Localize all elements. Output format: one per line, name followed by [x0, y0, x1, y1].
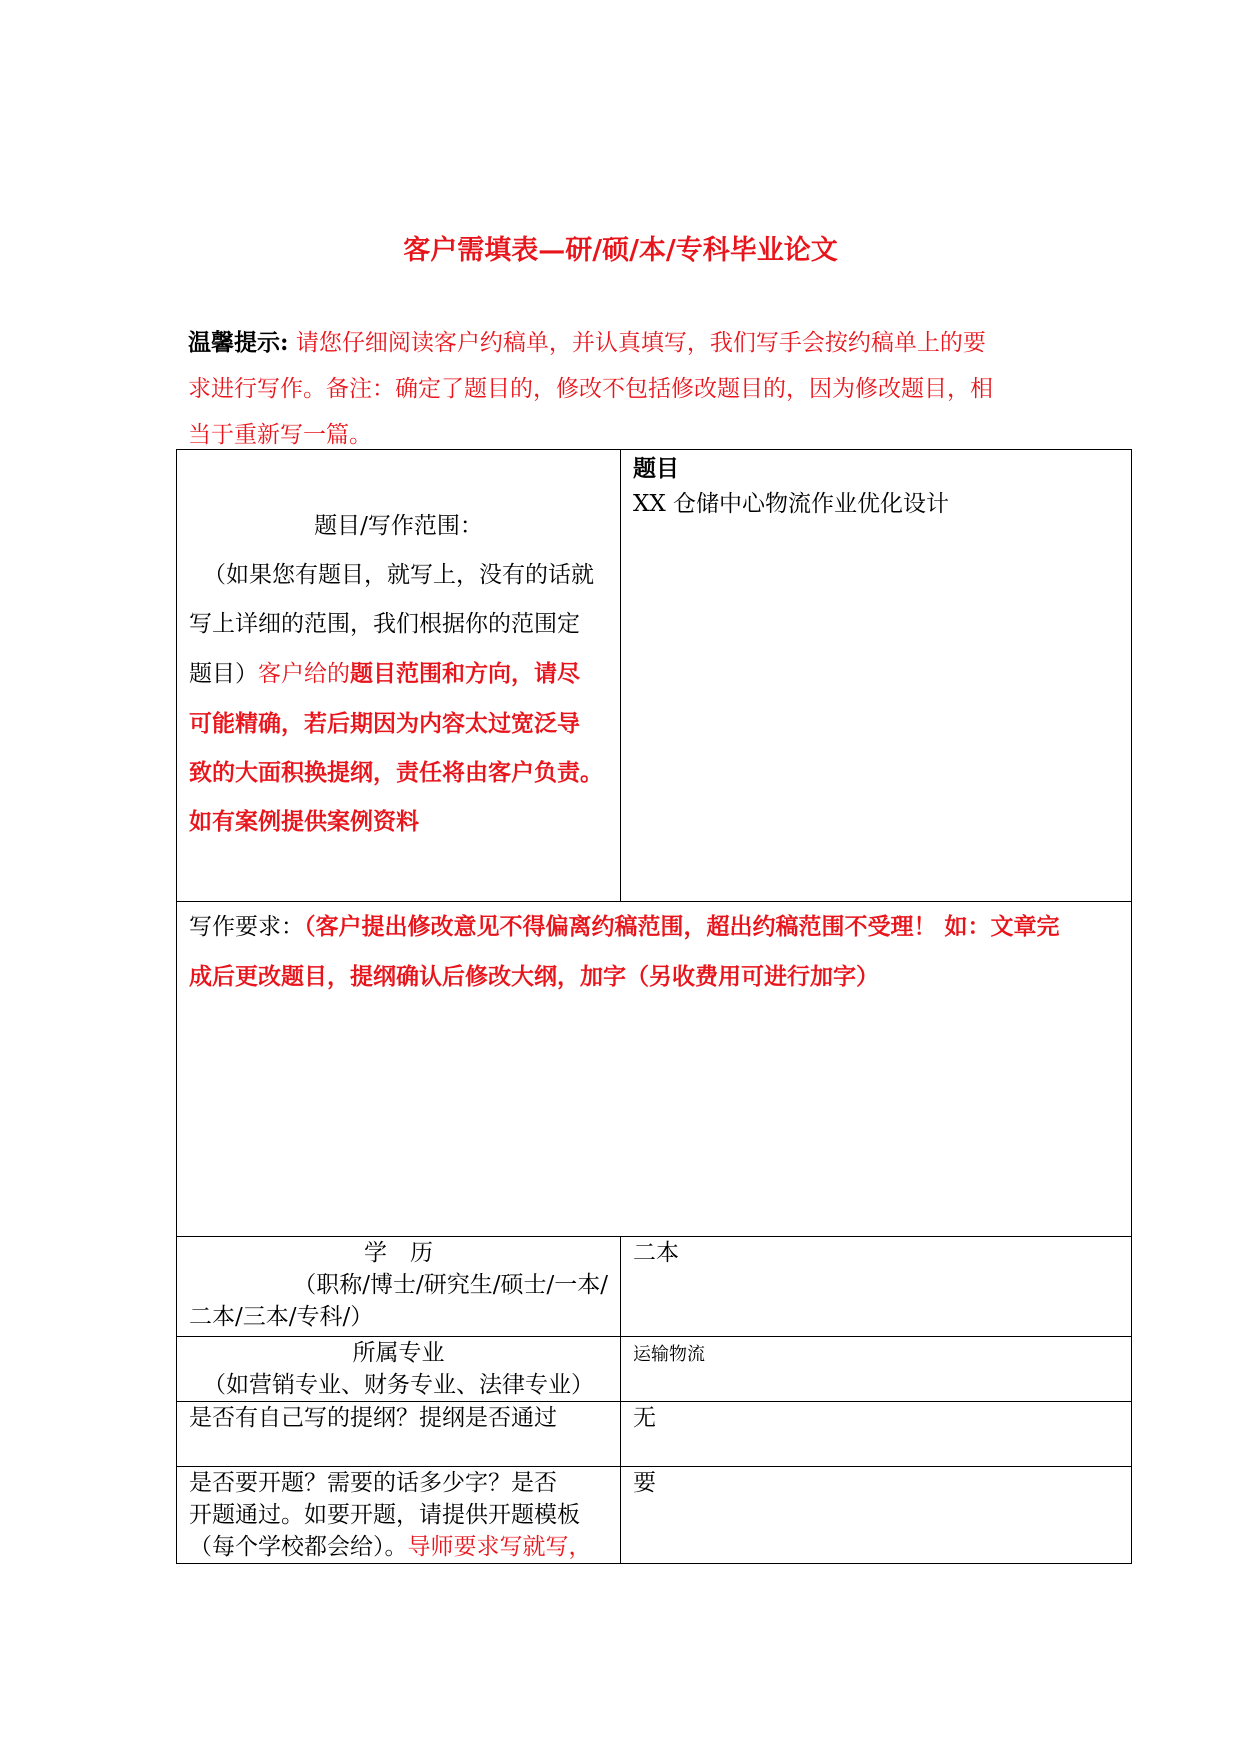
topic-note-line2: 写上详细的范围，我们根据你的范围定	[189, 611, 580, 637]
proposal-line3-red: 导师要求写就写，	[407, 1534, 592, 1560]
order-form-table	[176, 449, 1132, 1564]
requirements-text-line2: 成后更改题目，提纲确认后修改大纲，加字（另收费用可进行加字）	[189, 963, 879, 990]
document-title: 客户需填表—研/硕/本/专科毕业论文	[403, 235, 838, 266]
proposal-value-cell[interactable]	[621, 1467, 1132, 1564]
topic-label: 题目	[633, 455, 679, 482]
outline-value-cell[interactable]	[621, 1402, 1132, 1467]
education-hint-line2: 二本/三本/专科/）	[189, 1304, 374, 1330]
outline-label-cell	[177, 1402, 621, 1467]
topic-instructions-cell	[177, 450, 621, 902]
topic-value[interactable]: XX 仓储中心物流作业优化设计	[633, 491, 950, 517]
requirements-text-line1: （客户提出修改意见不得偏离约稿范围，超出约稿范围不受理！ 如：文章完	[304, 913, 1060, 940]
outline-label: 是否有自己写的提纲？提纲是否通过	[189, 1405, 557, 1431]
education-value-cell[interactable]	[621, 1237, 1132, 1337]
education-value[interactable]: 二本	[633, 1240, 679, 1266]
proposal-line3: （每个学校都会给）。	[189, 1534, 408, 1560]
topic-note-line1: （如果您有题目，就写上，没有的话就	[203, 562, 594, 588]
topic-note-red: 客户给的	[258, 661, 350, 687]
requirements-label: 写作要求：	[189, 914, 304, 940]
topic-note-line3: 题目）	[189, 661, 258, 687]
major-value-cell[interactable]	[621, 1337, 1132, 1402]
tip-text-line1: 请您仔细阅读客户约稿单，并认真填写，我们写手会按约稿单上的要	[295, 330, 986, 356]
proposal-label-cell	[177, 1467, 621, 1564]
tip-text-line3: 当于重新写一篇。	[188, 422, 372, 448]
major-hint: （如营销专业、财务专业、法律专业）	[203, 1372, 594, 1398]
topic-note-line4: 可能精确，若后期因为内容太过宽泛导	[189, 710, 580, 737]
warm-tip: 温馨提示: 请您仔细阅读客户约稿单，并认真填写，我们写手会按约稿单上的要 求进行写作。备注：确定了题目的，修改不包括修改题目的，因为修改题目，相 当于重新写一篇。	[188, 320, 1068, 458]
topic-value-cell[interactable]	[621, 450, 1132, 902]
topic-note-line6: 如有案例提供案例资料	[189, 808, 419, 835]
education-label: 学 历	[364, 1240, 433, 1266]
tip-text-line2: 求进行写作。备注：确定了题目的，修改不包括修改题目的，因为修改题目，相	[188, 376, 993, 402]
proposal-value[interactable]: 要	[633, 1470, 656, 1496]
education-label-cell	[177, 1237, 621, 1337]
major-value[interactable]: 运输物流	[633, 1344, 705, 1365]
major-label-cell	[177, 1337, 621, 1402]
tip-label: 温馨提示	[188, 329, 280, 356]
education-hint-line1: （职称/博士/研究生/硕士/一本/	[293, 1272, 608, 1298]
topic-note-line5: 致的大面积换提纲，责任将由客户负责。	[189, 759, 603, 786]
proposal-line1: 是否要开题？需要的话多少字？是否	[189, 1470, 557, 1496]
topic-note-bold: 题目范围和方向，请尽	[350, 660, 580, 687]
major-label: 所属专业	[352, 1340, 445, 1366]
requirements-cell[interactable]	[177, 902, 1132, 1237]
outline-value[interactable]: 无	[633, 1405, 656, 1431]
topic-heading: 题目/写作范围：	[314, 513, 483, 539]
proposal-line2: 开题通过。如要开题，请提供开题模板	[189, 1502, 580, 1528]
